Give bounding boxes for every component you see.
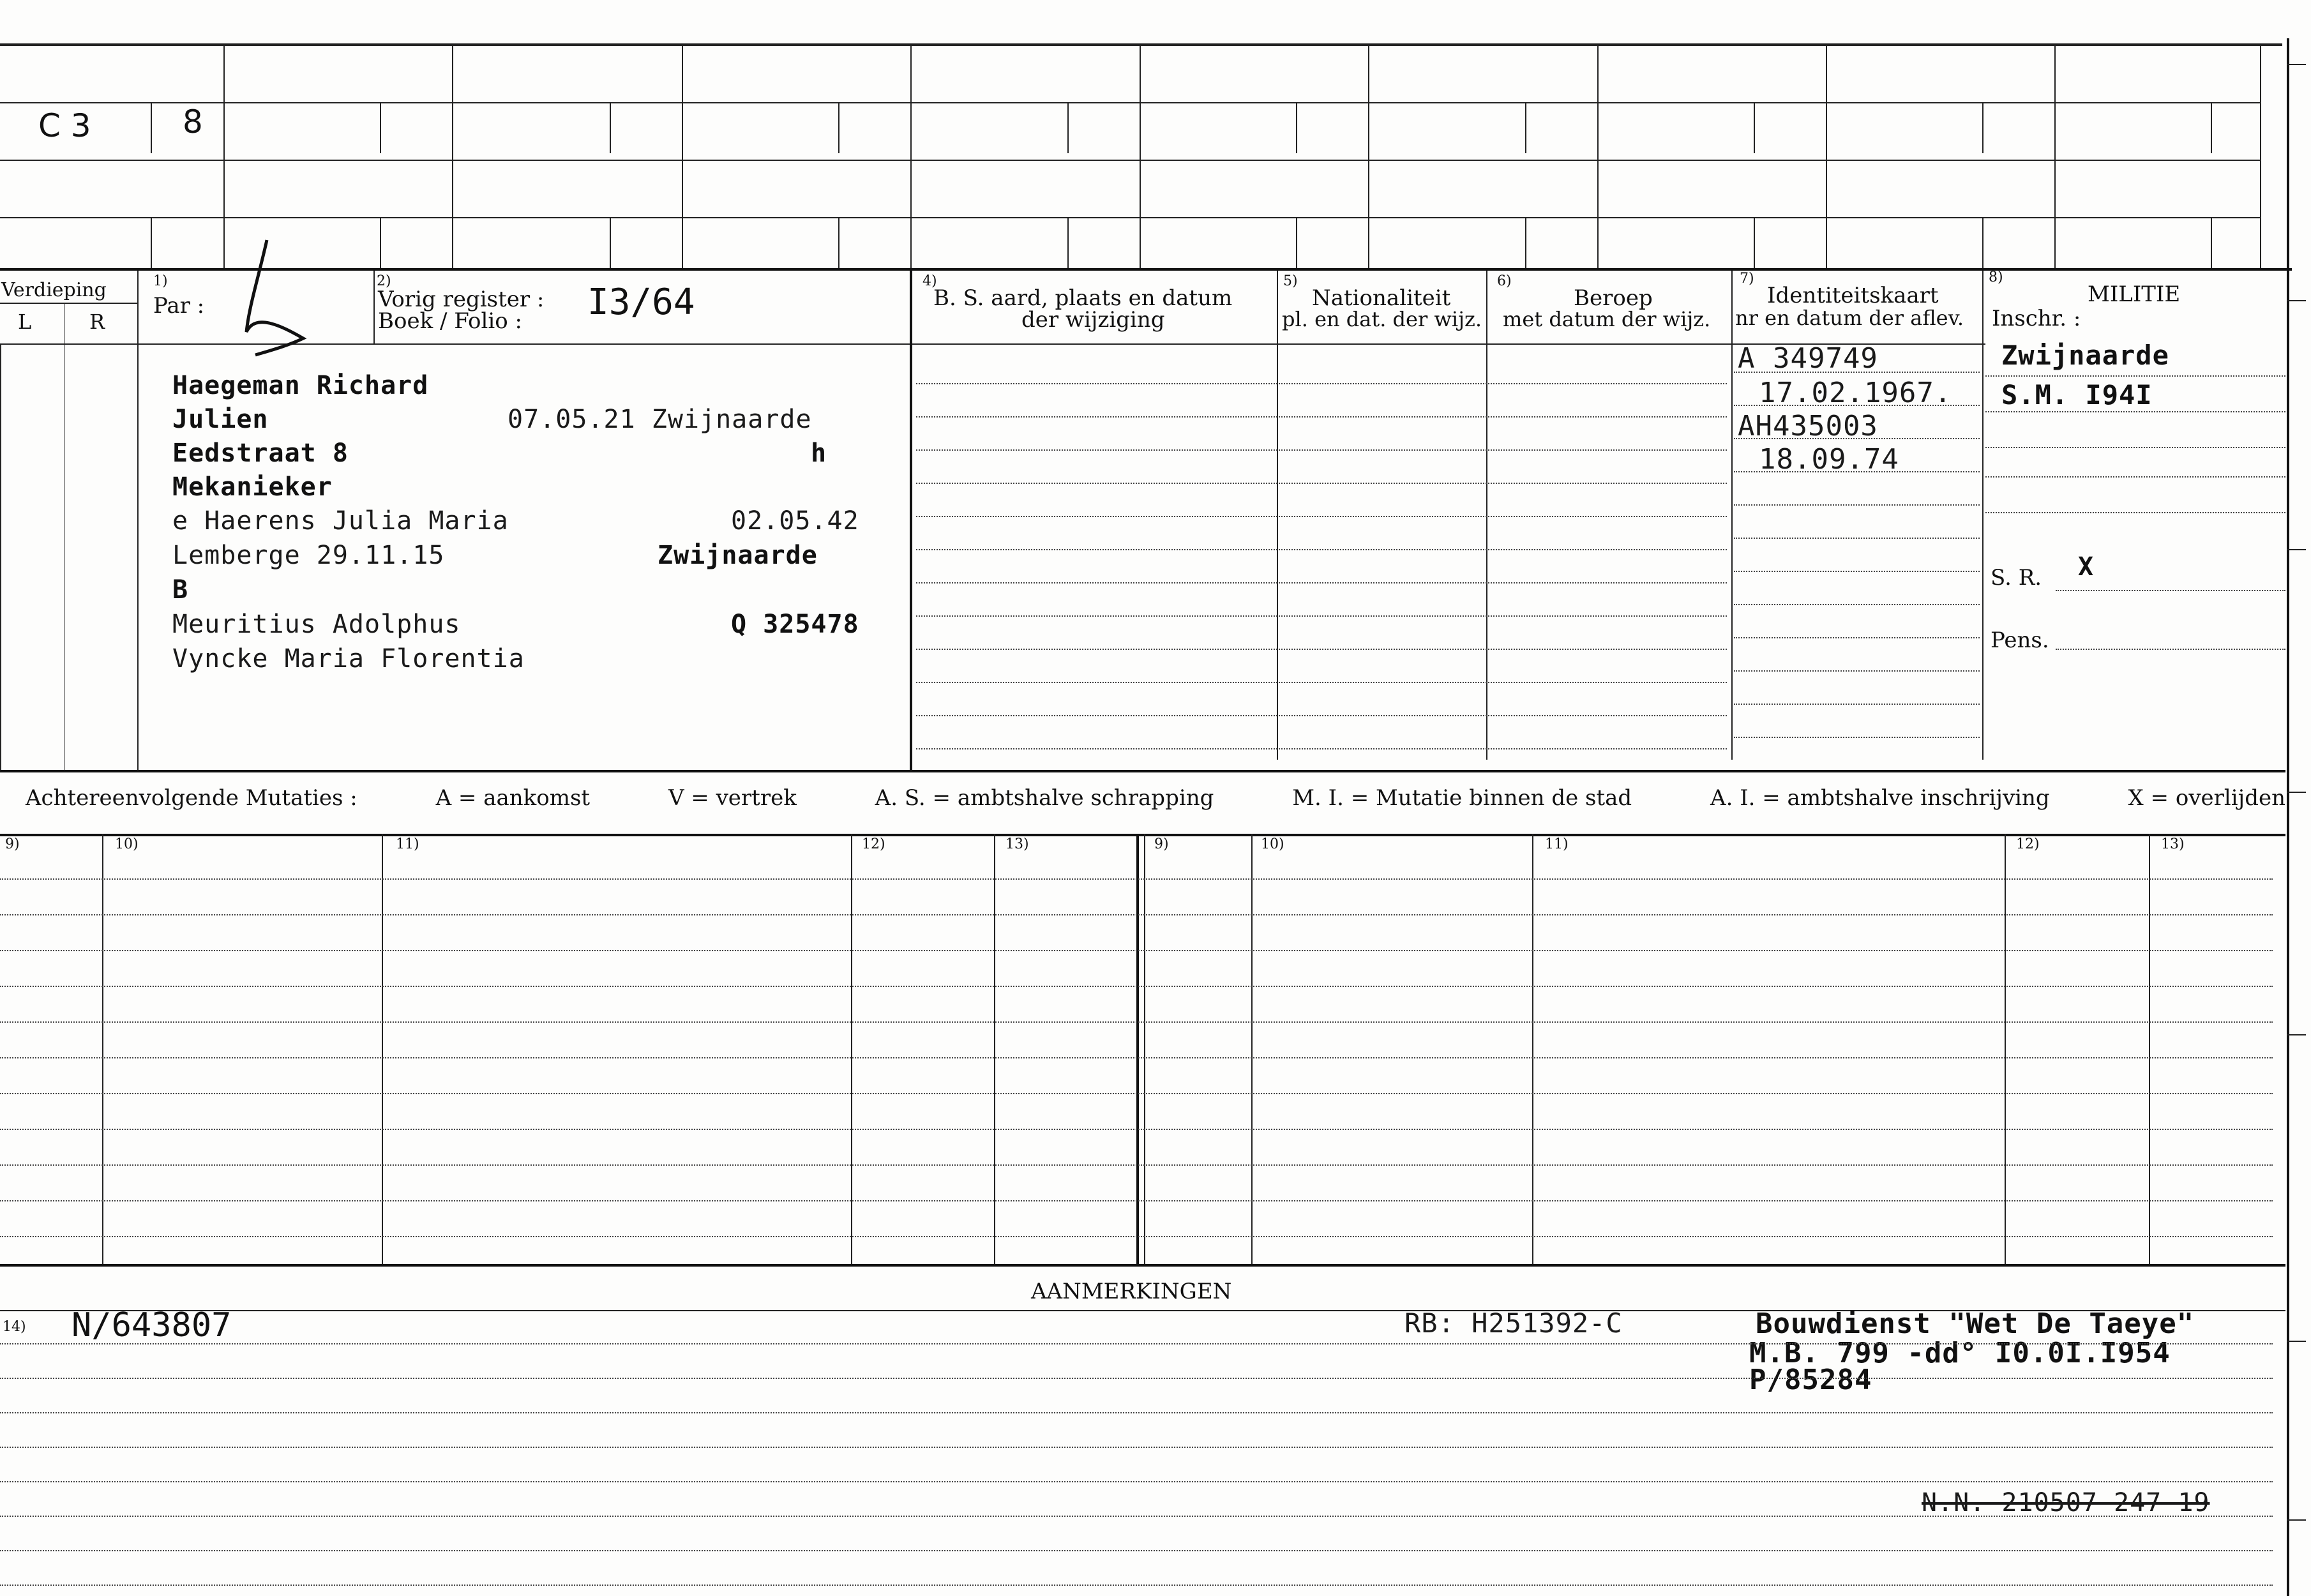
top-subcol-line — [1067, 217, 1069, 268]
reference-number: Q 325478 — [731, 610, 859, 639]
sr-label: S. R. — [1991, 565, 2042, 591]
top-col-line — [1140, 43, 1141, 268]
militie-place: Zwijnaarde — [2001, 340, 2169, 371]
remark-row — [0, 1447, 2273, 1448]
top-subcol-line — [1754, 102, 1755, 153]
field-number: 14) — [3, 1319, 26, 1335]
field-number: 8) — [1989, 269, 2003, 285]
remark-row — [0, 1343, 2273, 1344]
remark-p: P/85284 — [1749, 1364, 1872, 1396]
beroep-header-line1: Beroep — [1574, 285, 1653, 311]
mutation-col-number: 10) — [1261, 836, 1284, 852]
boek-folio-label: Boek / Folio : — [378, 308, 522, 334]
dotted-row — [916, 748, 1727, 749]
dotted-row — [1734, 538, 1980, 539]
dotted-row — [916, 582, 1727, 583]
aanmerkingen-top-line — [0, 1264, 2285, 1267]
legend-item: V = vertrek — [668, 785, 797, 811]
vorig-register-label: Vorig register : — [378, 287, 545, 312]
dotted-row — [916, 483, 1727, 484]
legend-item: A. I. = ambtshalve inschrijving — [1710, 785, 2050, 811]
top-col-line — [682, 43, 683, 268]
marriage-date: 02.05.42 — [731, 506, 859, 536]
dotted-row — [916, 516, 1727, 517]
legend-item: A = aankomst — [435, 785, 591, 811]
edge-tick — [2287, 1341, 2306, 1342]
person-line: Mekanieker — [172, 472, 333, 502]
id-card-line: 17.02.1967. — [1759, 377, 1952, 409]
remark-reference: N/643807 — [72, 1306, 232, 1344]
edge-tick — [2287, 300, 2306, 301]
person-line: Julien — [172, 405, 269, 434]
field-number: 4) — [922, 273, 937, 289]
pens-label: Pens. — [1991, 628, 2049, 653]
field-number: 1) — [153, 273, 168, 289]
top-subcol-line — [838, 217, 839, 268]
col-line — [910, 271, 912, 772]
dotted-row — [1985, 512, 2285, 513]
mutation-col-number: 10) — [115, 836, 139, 852]
top-subcol-line — [2211, 102, 2212, 153]
beroep-header-line2: met datum der wijz. — [1503, 307, 1711, 331]
edge-tick — [2287, 792, 2306, 793]
par-handwritten-mark — [236, 236, 313, 358]
top-border — [0, 43, 2282, 46]
person-line: Eedstraat 8 — [172, 439, 349, 468]
dotted-row — [916, 649, 1727, 650]
dotted-row — [1734, 737, 1980, 738]
remark-row — [0, 1516, 2273, 1517]
col-line — [1277, 271, 1278, 760]
spouse-place: Zwijnaarde — [658, 541, 818, 570]
dotted-row — [916, 416, 1727, 418]
id-card-line: 18.09.74 — [1759, 443, 1899, 476]
mutation-col-number: 9) — [5, 836, 20, 852]
right-border — [2287, 38, 2289, 1596]
top-col-line — [223, 43, 225, 268]
mutation-col-number: 12) — [2016, 836, 2040, 852]
legend-item: X = overlijden — [2128, 785, 2285, 811]
mutation-col-number: 12) — [862, 836, 885, 852]
mutation-col-line — [994, 834, 995, 1264]
top-col-line — [910, 43, 912, 268]
edge-tick — [2287, 1034, 2306, 1035]
col-line — [1982, 271, 1984, 760]
mutation-row — [0, 1093, 2273, 1094]
col-line — [137, 271, 139, 772]
mutation-row — [0, 950, 2273, 951]
dotted-row — [1734, 571, 1980, 572]
mutation-col-number: 9) — [1154, 836, 1169, 852]
remark-row — [0, 1481, 2273, 1482]
dotted-row — [916, 383, 1727, 384]
top-band-line — [0, 102, 2260, 103]
col-line — [1486, 271, 1487, 760]
dotted-row — [1734, 637, 1980, 638]
top-subcol-line — [1982, 102, 1984, 153]
id-card-line: AH435003 — [1738, 410, 1878, 442]
remark-row — [0, 1412, 2273, 1413]
col-r-header: R — [89, 310, 105, 334]
remark-nn: N.N. 210507 247 19 — [1922, 1488, 2210, 1517]
mutation-col-number: 11) — [1545, 836, 1569, 852]
dotted-row — [1734, 704, 1980, 705]
nat-header-line1: Nationaliteit — [1312, 285, 1451, 311]
mutation-center-line — [1136, 834, 1139, 1264]
dotted-row — [916, 615, 1727, 617]
mutation-row — [0, 1129, 2273, 1130]
remark-row — [0, 1378, 2273, 1379]
dotted-row — [1734, 670, 1980, 672]
edge-tick — [2287, 1519, 2306, 1521]
mutation-col-number: 13) — [1005, 836, 1029, 852]
dotted-row — [1985, 375, 2285, 377]
mutation-col-line — [102, 834, 103, 1264]
mutation-col-number: 11) — [396, 836, 419, 852]
verdieping-header: Verdieping — [1, 279, 107, 301]
bs-header-line2: der wijziging — [1021, 307, 1165, 333]
dotted-row — [916, 682, 1727, 683]
mutaties-legend — [26, 785, 2285, 811]
remark-bouwdienst: Bouwdienst "Wet De Taeye" — [1756, 1307, 2195, 1340]
top-subcol-line — [1296, 102, 1297, 153]
militie-sm: S.M. I94I — [2001, 379, 2153, 410]
top-subcol-line — [1067, 102, 1069, 153]
dotted-row — [916, 715, 1727, 716]
col-line — [373, 271, 375, 343]
id-card-line: A 349749 — [1738, 342, 1878, 375]
edge-tick — [2287, 64, 2306, 65]
person-line: Haegeman Richard — [172, 371, 429, 400]
mutation-grid-top — [0, 834, 2285, 836]
dotted-row — [1985, 447, 2285, 448]
dotted-row — [1985, 476, 2285, 478]
dotted-row — [1734, 504, 1980, 506]
mutation-col-line — [851, 834, 852, 1264]
remark-rb: RB: H251392-C — [1404, 1307, 1623, 1339]
dotted-row — [2056, 590, 2285, 591]
field-number: 7) — [1740, 271, 1754, 287]
dotted-row — [1985, 411, 2285, 412]
field-number: 2) — [377, 273, 391, 289]
top-band-line — [0, 160, 2260, 161]
mutation-row — [0, 914, 2273, 915]
militie-header: MILITIE — [2088, 282, 2181, 307]
top-col-line — [1597, 43, 1599, 268]
top-col-line — [1368, 43, 1369, 268]
nat-header-line2: pl. en dat. der wijz. — [1282, 307, 1482, 331]
top-subcol-line — [151, 217, 152, 268]
top-subcol-line — [151, 102, 152, 153]
top-subcol-line — [1525, 102, 1526, 153]
inschr-label: Inschr. : — [1992, 306, 2081, 331]
top-subcol-line — [1525, 217, 1526, 268]
mutation-row — [0, 1164, 2273, 1166]
legend-item: A. S. = ambtshalve schrapping — [875, 785, 1214, 811]
birth-date: 07.05.21 Zwijnaarde — [508, 405, 812, 434]
dotted-row — [916, 449, 1727, 451]
top-subcol-line — [1982, 217, 1984, 268]
vorig-register-value: I3/64 — [587, 282, 695, 323]
legend-item: M. I. = Mutatie binnen de stad — [1292, 785, 1632, 811]
mutation-col-line — [1144, 834, 1145, 1264]
col-line — [1731, 271, 1733, 760]
top-subcol-line — [838, 102, 839, 153]
dotted-row — [1734, 604, 1980, 605]
top-subcol-line — [610, 102, 611, 153]
person-line: Lemberge 29.11.15 — [172, 541, 445, 570]
mutation-col-number: 13) — [2161, 836, 2185, 852]
mutation-col-line — [382, 834, 383, 1264]
dotted-row — [916, 549, 1727, 550]
top-subcol-line — [2211, 217, 2212, 268]
mutation-row — [0, 1236, 2273, 1237]
field-number: 6) — [1497, 273, 1512, 289]
top-subcol-line — [1296, 217, 1297, 268]
top-subcol-line — [610, 217, 611, 268]
top-band-line — [0, 217, 2260, 218]
top-subcol-line — [380, 102, 381, 153]
top-col-line — [452, 43, 453, 268]
aanmerkingen-title: AANMERKINGEN — [1031, 1279, 1232, 1304]
remark-mb: M.B. 799 -dd° I0.0I.I954 — [1749, 1337, 2171, 1369]
dotted-row — [2056, 649, 2285, 650]
field-number: 5) — [1283, 273, 1298, 289]
verdieping-split-line — [0, 303, 137, 304]
legend-top-line — [0, 770, 2285, 772]
person-line: Vyncke Maria Florentia — [172, 644, 525, 674]
left-edge — [0, 343, 1, 772]
mutation-col-line — [1251, 834, 1253, 1264]
top-col-line — [2260, 43, 2261, 268]
col-l-header: L — [18, 310, 32, 334]
top-subcol-line — [380, 217, 381, 268]
top-col-line — [2054, 43, 2056, 268]
edge-tick — [2287, 549, 2306, 550]
top-subcol-line — [1754, 217, 1755, 268]
mutation-row — [0, 878, 2273, 880]
mutation-col-line — [2005, 834, 2006, 1264]
sex-marker: h — [811, 439, 827, 468]
person-line: Meuritius Adolphus — [172, 610, 461, 639]
top-col-line — [1826, 43, 1827, 268]
top-cell-handwritten: C 3 — [38, 107, 91, 144]
remark-row — [0, 1585, 2273, 1586]
sr-value: X — [2078, 552, 2095, 582]
mutation-col-line — [1532, 834, 1533, 1264]
mutation-row — [0, 1021, 2273, 1023]
person-line: e Haerens Julia Maria — [172, 506, 509, 536]
person-line: B — [172, 575, 189, 605]
id-header-line2: nr en datum der aflev. — [1735, 306, 1964, 330]
legend-title: Achtereenvolgende Mutaties : — [26, 785, 358, 811]
mutation-row — [0, 1200, 2273, 1201]
top-cell-handwritten: 8 — [183, 103, 203, 140]
remark-row — [0, 1550, 2273, 1551]
bs-header-line1: B. S. aard, plaats en datum — [933, 285, 1233, 311]
id-header-line1: Identiteitskaart — [1767, 283, 1939, 308]
mutation-col-line — [2149, 834, 2150, 1264]
mutation-row — [0, 1057, 2273, 1058]
mutation-row — [0, 986, 2273, 987]
section-divider — [0, 268, 2292, 271]
par-label: Par : — [153, 293, 205, 319]
